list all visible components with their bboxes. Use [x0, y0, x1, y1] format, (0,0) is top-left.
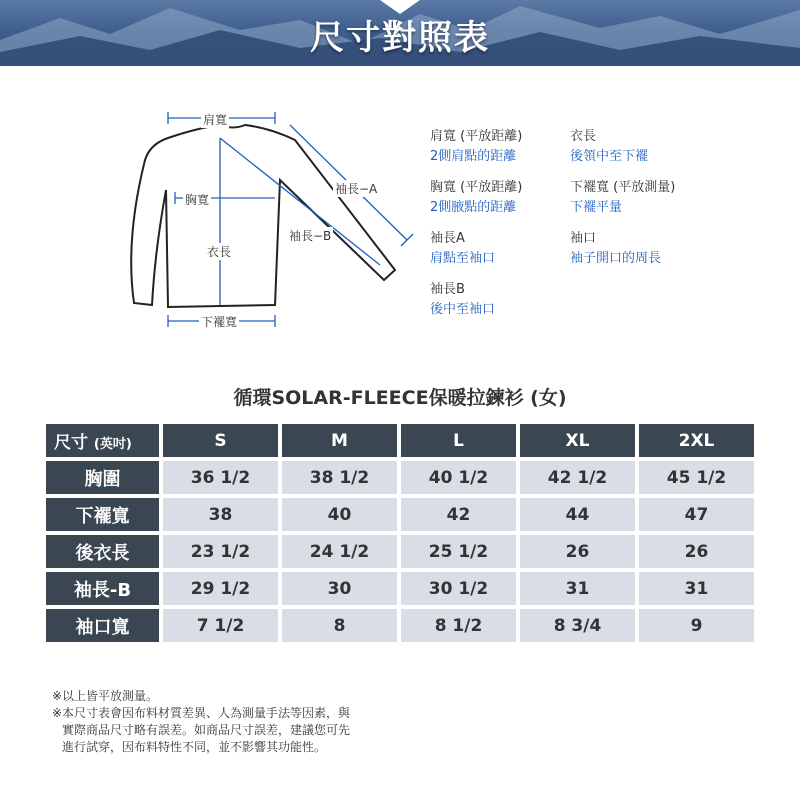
size-header: S: [163, 424, 278, 457]
table-cell: 8 1/2: [401, 609, 516, 642]
table-row: [46, 461, 754, 494]
table-cell: 45 1/2: [639, 461, 754, 494]
footnote-line: 實際商品尺寸略有誤差。如商品尺寸誤差，建議您可先: [62, 723, 351, 737]
legend-item: [570, 127, 648, 167]
legend-item: [430, 229, 495, 269]
table-cell: 40 1/2: [401, 461, 516, 494]
legend-desc: 袖子開口的周長: [570, 251, 662, 266]
legend-item: [570, 178, 675, 218]
corner-label: 尺寸: [54, 433, 88, 453]
table-cell: 31: [520, 572, 635, 605]
table-cell: 40: [282, 498, 397, 531]
chest-label: 胸寬: [185, 193, 210, 207]
page-title: 尺寸對照表: [310, 18, 490, 58]
table-cell: 8 3/4: [520, 609, 635, 642]
legend-title: 袖長A: [430, 231, 465, 246]
table-cell: 30 1/2: [401, 572, 516, 605]
table-cell: 23 1/2: [163, 535, 278, 568]
size-header: M: [282, 424, 397, 457]
table-cell: 9: [639, 609, 754, 642]
row-header: 袖長-B: [46, 572, 159, 605]
footnotes: [52, 688, 350, 756]
legend-item: [430, 280, 495, 320]
table-cell: 29 1/2: [163, 572, 278, 605]
hem-label: 下襬寬: [201, 315, 238, 329]
sleeve-a-label: 袖長−A: [335, 182, 378, 196]
legend-desc: 下襬平量: [570, 200, 623, 215]
table-row: [46, 609, 754, 642]
table-cell: 47: [639, 498, 754, 531]
table-row: [46, 498, 754, 531]
legend-title: 下襬寬 (平放測量): [570, 180, 676, 195]
legend-item: [570, 229, 661, 269]
table-cell: 38: [163, 498, 278, 531]
table-cell: 8: [282, 609, 397, 642]
legend-title: 肩寬 (平放距離): [430, 129, 523, 144]
shoulder-label: 肩寬: [203, 113, 228, 127]
footnote-line: 進行試穿，因布料特性不同，並不影響其功能性。: [62, 740, 327, 754]
legend-title: 袖口: [570, 231, 597, 246]
legend-desc: 2側腋點的距離: [430, 200, 517, 215]
footnote-line: ※以上皆平放測量。: [52, 689, 159, 703]
size-table: [42, 420, 758, 646]
legend-desc: 後中至袖口: [430, 302, 496, 317]
table-header-row: [46, 424, 754, 457]
legend-title: 袖長B: [430, 282, 465, 297]
legend-item: [430, 178, 522, 218]
legend-title: 胸寬 (平放距離): [430, 180, 523, 195]
corner-unit: (英吋): [93, 437, 132, 452]
table-row: [46, 535, 754, 568]
size-header: XL: [520, 424, 635, 457]
table-corner-header: [46, 424, 159, 457]
legend-item: [430, 127, 522, 167]
size-header: 2XL: [639, 424, 754, 457]
row-header: 袖口寬: [46, 609, 159, 642]
row-header: 後衣長: [46, 535, 159, 568]
table-cell: 26: [520, 535, 635, 568]
table-cell: 42: [401, 498, 516, 531]
row-header: 胸圍: [46, 461, 159, 494]
header-banner: [0, 0, 800, 66]
footnote-line: ※本尺寸表會因布料材質差異、人為測量手法等因素，與: [52, 706, 351, 720]
table-cell: 25 1/2: [401, 535, 516, 568]
table-row: [46, 572, 754, 605]
table-cell: 24 1/2: [282, 535, 397, 568]
garment-diagram: [105, 100, 425, 340]
product-title: 循環SOLAR-FLEECE保暖拉鍊衫 (女): [233, 387, 567, 409]
table-cell: 38 1/2: [282, 461, 397, 494]
table-cell: 44: [520, 498, 635, 531]
legend-title: 衣長: [570, 129, 597, 144]
table-cell: 36 1/2: [163, 461, 278, 494]
table-cell: 30: [282, 572, 397, 605]
table-cell: 26: [639, 535, 754, 568]
table-cell: 31: [639, 572, 754, 605]
shirt-outline: [105, 100, 425, 340]
legend-desc: 2側肩點的距離: [430, 149, 517, 164]
table-cell: 7 1/2: [163, 609, 278, 642]
sleeve-b-label: 袖長−B: [289, 229, 332, 243]
length-label: 衣長: [207, 245, 232, 259]
table-cell: 42 1/2: [520, 461, 635, 494]
legend-desc: 肩點至袖口: [430, 251, 496, 266]
legend-desc: 後領中至下襬: [570, 149, 649, 164]
size-header: L: [401, 424, 516, 457]
row-header: 下襬寬: [46, 498, 159, 531]
